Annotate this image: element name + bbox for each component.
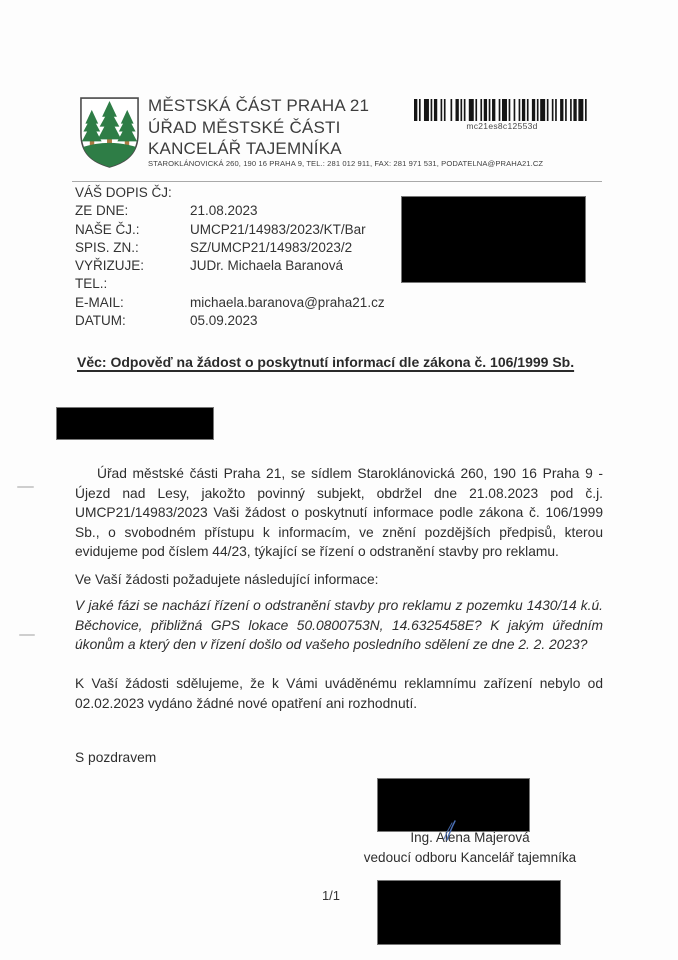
meta-label: DATUM:: [75, 313, 126, 329]
meta-value: SZ/UMCP21/14983/2023/2: [190, 239, 353, 255]
org-address-line: STAROKLÁNOVICKÁ 260, 190 16 PRAHA 9, TEL.: 281 012 911, FAX: 281 971 531, PODATELNA@PRAHA21.CZ: [148, 159, 544, 168]
meta-label: ZE DNE:: [75, 203, 129, 219]
meta-label: TEL.:: [75, 276, 108, 292]
closing-salutation: S pozdravem: [75, 750, 157, 765]
org-line-2: ÚŘAD MĚSTSKÉ ČÁSTI: [148, 117, 341, 137]
barcode-bars: [414, 99, 590, 121]
meta-row: [75, 275, 405, 293]
meta-value: [190, 275, 405, 293]
meta-row: [75, 257, 405, 275]
meta-label: VÁŠ DOPIS ČJ:: [75, 185, 172, 200]
meta-value: michaela.baranova@praha21.cz: [190, 294, 385, 310]
meta-row: [75, 239, 405, 257]
meta-row: [75, 312, 405, 330]
signer-title: vedoucí odboru Kancelář tajemníka: [363, 850, 577, 865]
body-paragraph-quoted-request: V jaké fázi se nachází řízení o odstranění stavby pro reklamu z pozemku 1430/14 k.ú. Běchovice, přibližná GPS lokace 50.0800753N, 14.6325458E? K jakým úředním úkonům a který den v řízení došlo od vašeho posledního sdělení ze dne 2. 2. 2023?: [75, 598, 603, 653]
body-paragraph-2: Ve Vaší žádosti požadujete následující informace:: [75, 572, 379, 587]
meta-label: E-MAIL:: [75, 294, 124, 310]
signer-name: Ing. Alena Majerová: [410, 830, 530, 845]
meta-label: VYŘIZUJE:: [75, 258, 145, 274]
letter-meta-block: [75, 184, 405, 330]
fold-mark-top: [17, 486, 34, 488]
meta-value: 21.08.2023: [190, 203, 258, 219]
barcode: [414, 99, 590, 131]
body-paragraph-1: Úřad městské části Praha 21, se sídlem Staroklánovická 260, 190 16 Praha 9 - Újezd nad Lesy, jakožto povinný subjekt, obdržel dne 21.08.2023 pod č.j. UMCP21/14983/2023 Vaši žádost o poskytnutí informace podle zákona č. 106/1999 Sb., o svobodném přístupu k informacím, ve znění pozdějších předpisů, kterou evidujeme pod číslem 44/23, týkající se řízení o odstranění stavby pro reklamu.: [75, 466, 603, 560]
body-paragraph-answer: K Vaší žádosti sdělujeme, že k Vámi uváděnému reklamnímu zařízení nebylo od 02.02.2023 vydáno žádné nové opatření ani rozhodnutí.: [75, 676, 603, 711]
meta-label: SPIS. ZN.:: [75, 239, 139, 255]
meta-value: 05.09.2023: [190, 313, 258, 329]
subject-line: Věc: Odpověď na žádost o poskytnutí informací dle zákona č. 106/1999 Sb.: [77, 354, 575, 370]
meta-row: [75, 294, 405, 312]
page-number: 1/1: [321, 888, 341, 903]
barcode-label: mc21es8c12553d: [466, 121, 538, 131]
meta-row: [75, 202, 405, 220]
coat-of-arms-logo: [78, 96, 141, 169]
redaction-box-addressee: [56, 407, 214, 440]
redaction-box-recipient: [401, 196, 586, 283]
meta-value: JUDr. Michaela Baranová: [190, 258, 344, 274]
org-line-3: KANCELÁŘ TAJEMNÍKA: [148, 139, 342, 158]
meta-value: [190, 184, 405, 202]
meta-label: NAŠE ČJ.:: [75, 221, 140, 237]
header-divider: [72, 181, 602, 182]
meta-value: UMCP21/14983/2023/KT/Bar: [190, 221, 366, 237]
meta-row: [75, 221, 405, 239]
pen-signature-stroke: [443, 820, 457, 842]
org-line-1: MĚSTSKÁ ČÁST PRAHA 21: [148, 96, 370, 115]
meta-row: [75, 184, 405, 202]
fold-mark-bottom: [19, 634, 35, 636]
redaction-box-footer-stamp: [377, 880, 561, 945]
